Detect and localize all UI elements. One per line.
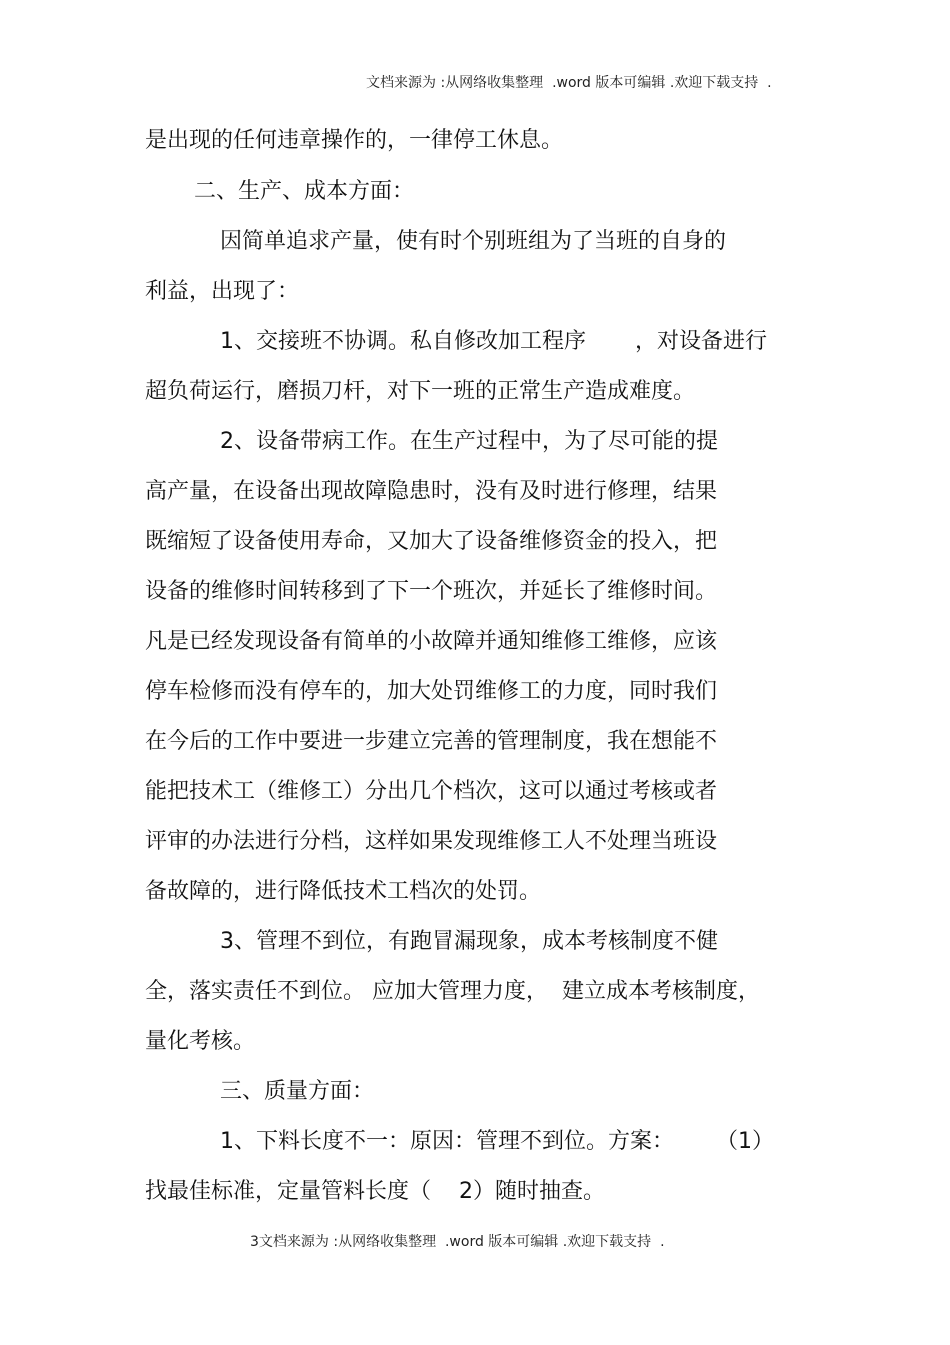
body-line: 评审的办法进行分档，这样如果发现维修工人不处理当班设 — [145, 829, 718, 854]
body-line: 量化考核。 — [145, 1029, 256, 1054]
body-line: 凡是已经发现设备有简单的小故障并通知维修工维修，应该 — [145, 629, 718, 654]
page-footer: 3文档来源为 :从网络收集整理 .word 版本可编辑 .欢迎下载支持 . — [250, 1234, 665, 1250]
body-line: 全，落实责任不到位。 应加大管理力度， 建立成本考核制度， — [145, 979, 760, 1004]
body-line: 能把技术工（维修工）分出几个档次，这可以通过考核或者 — [145, 779, 718, 804]
body-line: 设备的维修时间转移到了下一个班次，并延长了维修时间。 — [145, 579, 718, 604]
body-line: 因简单追求产量，使有时个别班组为了当班的自身的 — [220, 229, 727, 254]
body-line: 2、设备带病工作。在生产过程中，为了尽可能的提 — [220, 429, 718, 454]
body-line: 备故障的，进行降低技术工档次的处罚。 — [145, 879, 542, 904]
body-line: 1、交接班不协调。私自修改加工程序 ，对设备进行 — [220, 329, 767, 354]
page-header: 文档来源为 :从网络收集整理 .word 版本可编辑 .欢迎下载支持 . — [366, 75, 772, 91]
body-line: 在今后的工作中要进一步建立完善的管理制度，我在想能不 — [145, 729, 718, 754]
body-line: 高产量，在设备出现故障隐患时，没有及时进行修理，结果 — [145, 479, 718, 504]
body-line: 是出现的任何违章操作的，一律停工休息。 — [145, 128, 564, 153]
body-line: 超负荷运行，磨损刀杆，对下一班的正常生产造成难度。 — [145, 379, 696, 404]
section-heading: 三、质量方面： — [220, 1079, 375, 1104]
body-line: 利益，出现了： — [145, 279, 300, 304]
body-line: 1、下料长度不一：原因：管理不到位。方案： （1） — [220, 1129, 774, 1154]
body-line: 停车检修而没有停车的，加大处罚维修工的力度，同时我们 — [145, 679, 718, 704]
section-heading: 二、生产、成本方面： — [194, 179, 415, 204]
body-line: 3、管理不到位，有跑冒漏现象，成本考核制度不健 — [220, 929, 718, 954]
body-line: 既缩短了设备使用寿命，又加大了设备维修资金的投入，把 — [145, 529, 718, 554]
body-line: 找最佳标准，定量管料长度（ 2）随时抽查。 — [145, 1179, 605, 1204]
